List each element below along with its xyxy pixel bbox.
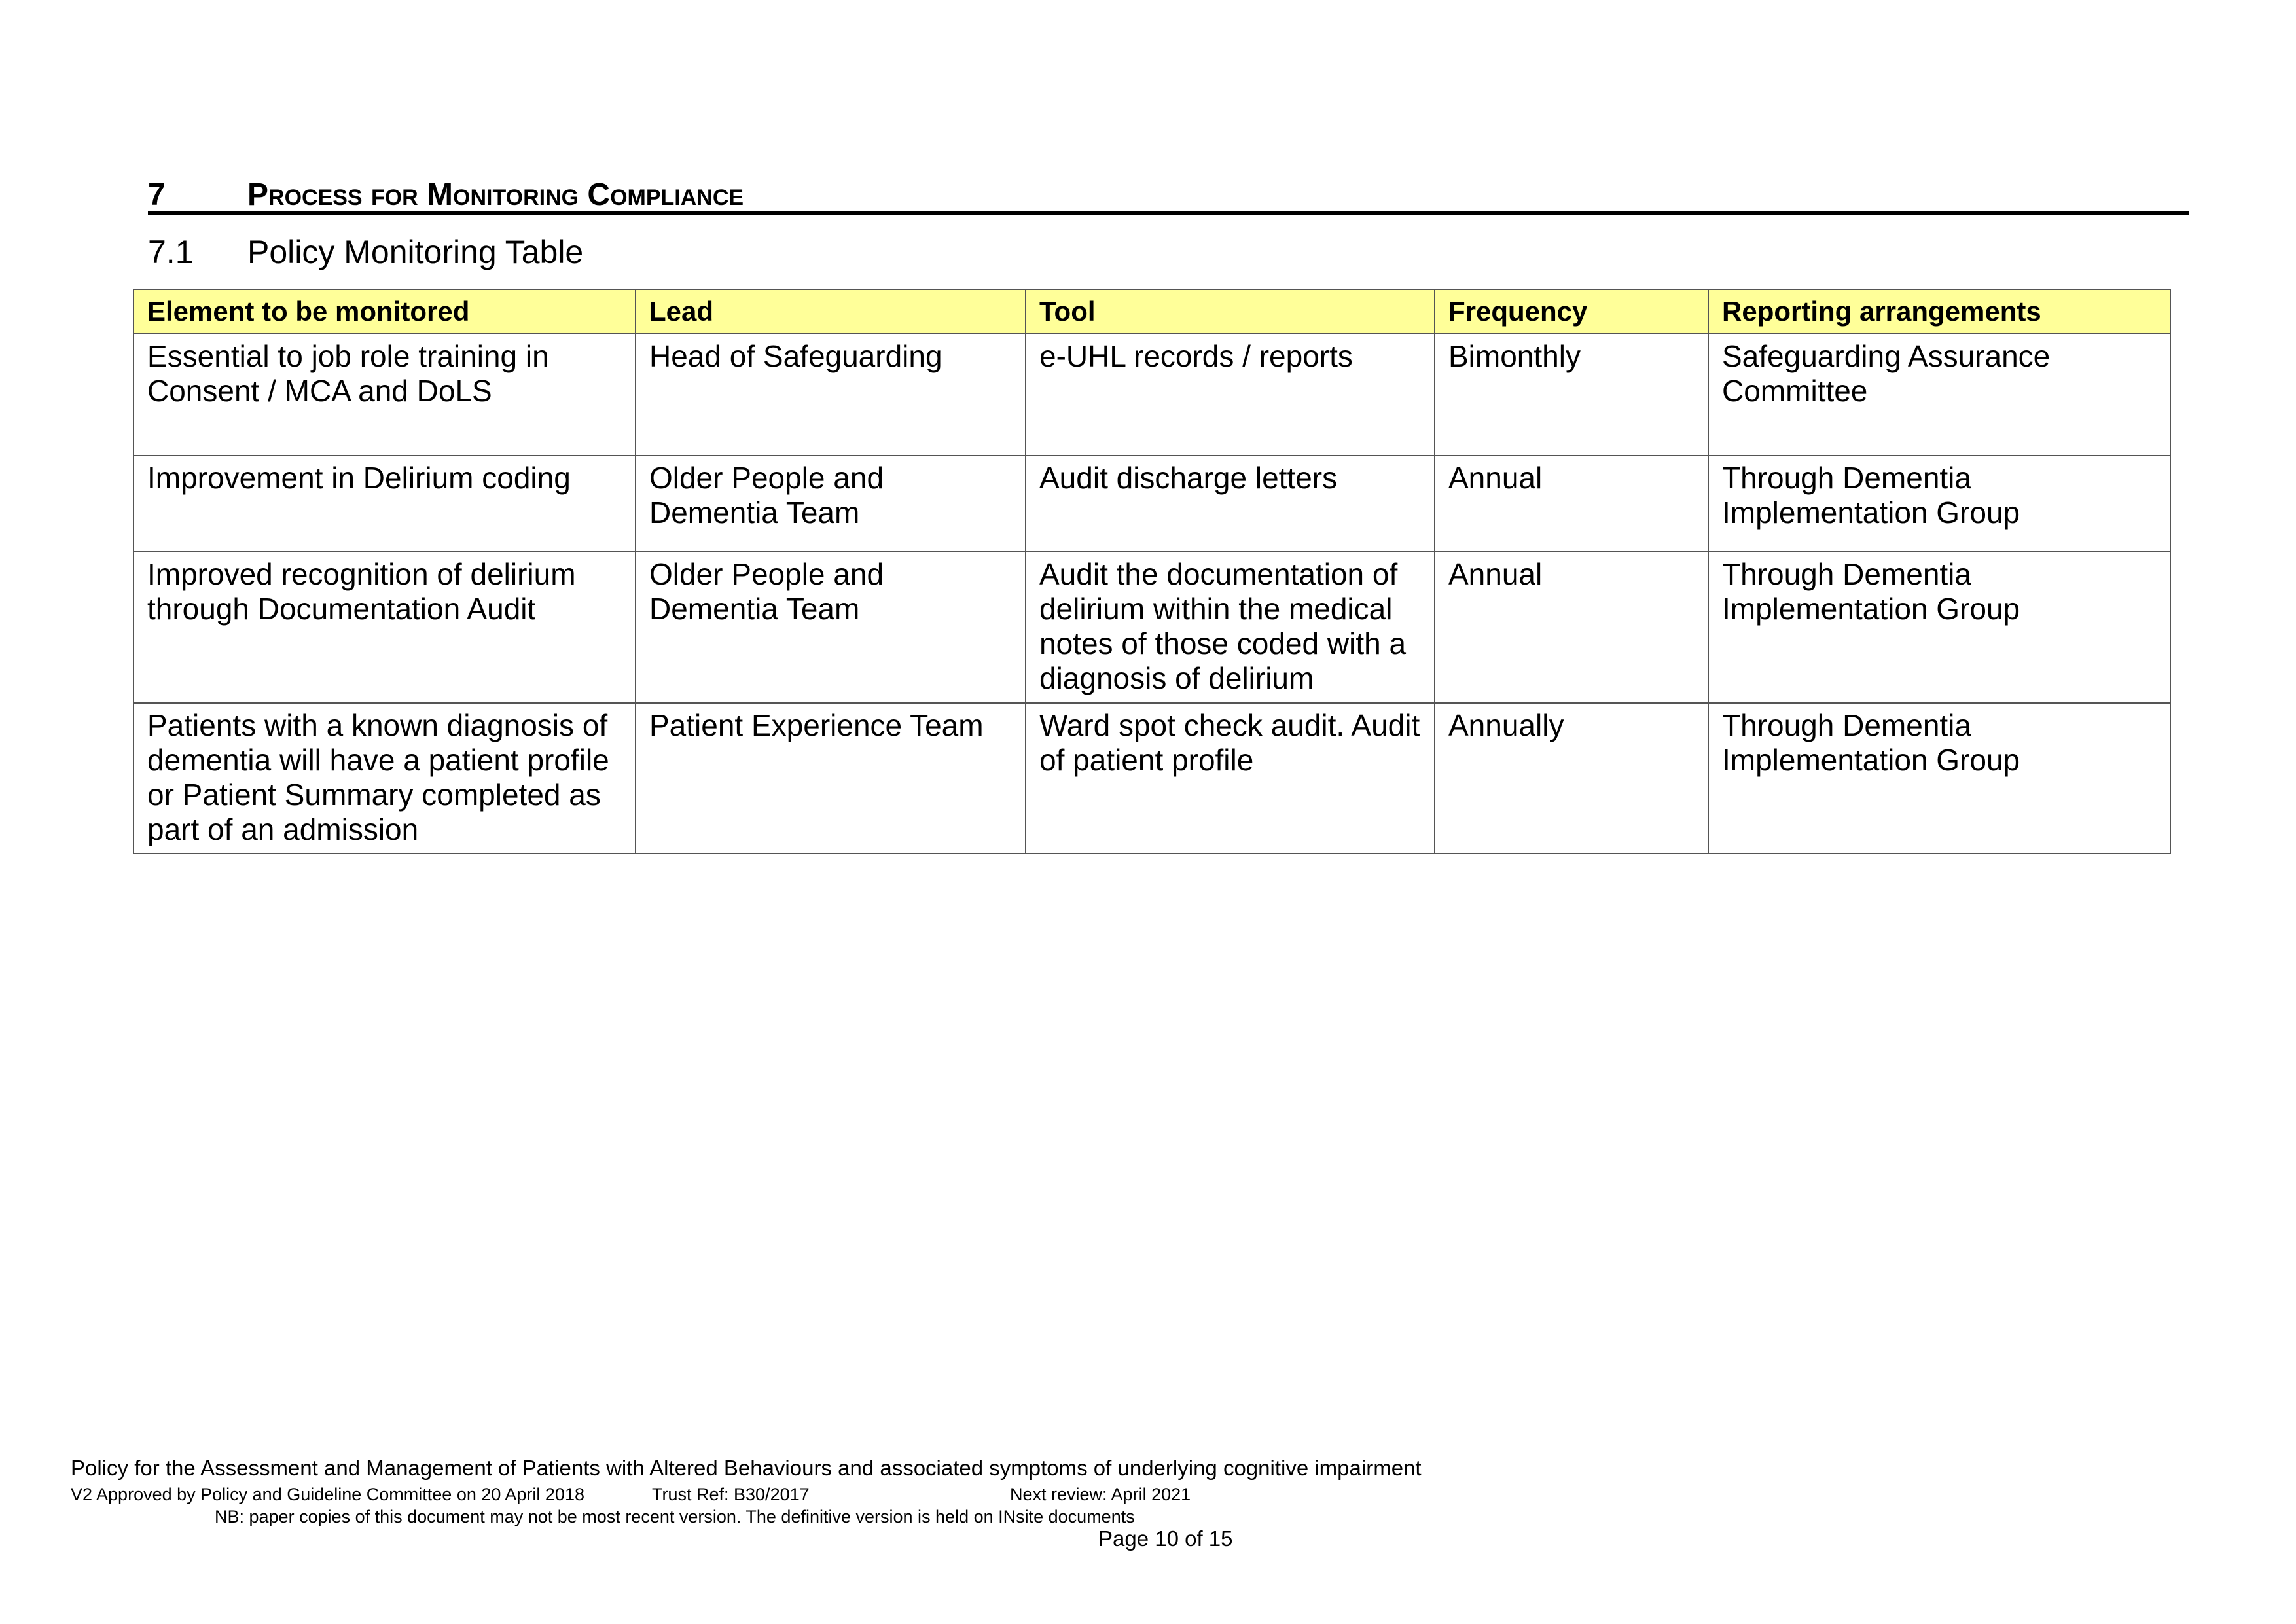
footer-page-number: Page 10 of 15	[1098, 1526, 1233, 1551]
header-frequency: Frequency	[1435, 289, 1708, 334]
table-row	[134, 334, 2170, 456]
table-cell: Essential to job role training in Consent / MCA and DoLS	[134, 334, 636, 456]
footer-nb: NB: paper copies of this document may not be most recent version. The definitive version is held on INsite documents	[215, 1507, 1135, 1526]
header-lead: Lead	[636, 289, 1026, 334]
table-cell: Improvement in Delirium coding	[134, 456, 636, 552]
subsection-title: Policy Monitoring Table	[247, 234, 584, 270]
header-tool: Tool	[1026, 289, 1435, 334]
subsection-number: 7.1	[148, 234, 194, 270]
table-cell: Head of Safeguarding	[636, 334, 1026, 456]
footer-approval-line	[71, 1485, 1191, 1505]
table-cell: e-UHL records / reports	[1026, 334, 1435, 456]
header-element: Element to be monitored	[134, 289, 636, 334]
section-title: Process for Monitoring Compliance	[247, 177, 744, 212]
table-cell: Annual	[1435, 552, 1708, 703]
table-cell: Older People and Dementia Team	[636, 456, 1026, 552]
policy-monitoring-table	[133, 289, 2171, 854]
section-heading	[148, 171, 2189, 215]
table-cell: Audit the documentation of delirium within the medical notes of those coded with a diagnosis of delirium	[1026, 552, 1435, 703]
footer-trust-ref: Trust Ref: B30/2017	[652, 1485, 810, 1504]
table-cell: Bimonthly	[1435, 334, 1708, 456]
table-cell: Ward spot check audit. Audit of patient profile	[1026, 703, 1435, 854]
table-cell: Annually	[1435, 703, 1708, 854]
table-row	[134, 703, 2170, 854]
table-cell: Annual	[1435, 456, 1708, 552]
table-cell: Patients with a known diagnosis of dementia will have a patient profile or Patient Summary completed as part of an admission	[134, 703, 636, 854]
section-number: 7	[148, 177, 166, 212]
table-row	[134, 456, 2170, 552]
footer-policy-title: Policy for the Assessment and Management of Patients with Altered Behaviours and associated symptoms of underlying cognitive impairment	[71, 1456, 1422, 1480]
table-cell: Through Dementia Implementation Group	[1708, 456, 2170, 552]
table-cell: Through Dementia Implementation Group	[1708, 703, 2170, 854]
table-cell: Patient Experience Team	[636, 703, 1026, 854]
footer-next-review: Next review: April 2021	[1010, 1485, 1191, 1504]
table-header-row	[134, 289, 2170, 334]
table-cell: Safeguarding Assurance Committee	[1708, 334, 2170, 456]
table-cell: Through Dementia Implementation Group	[1708, 552, 2170, 703]
table-cell: Older People and Dementia Team	[636, 552, 1026, 703]
table-row	[134, 552, 2170, 703]
table-cell: Audit discharge letters	[1026, 456, 1435, 552]
footer-approval: V2 Approved by Policy and Guideline Committee on 20 April 2018	[71, 1485, 584, 1504]
table-cell: Improved recognition of delirium through Documentation Audit	[134, 552, 636, 703]
header-reporting: Reporting arrangements	[1708, 289, 2170, 334]
